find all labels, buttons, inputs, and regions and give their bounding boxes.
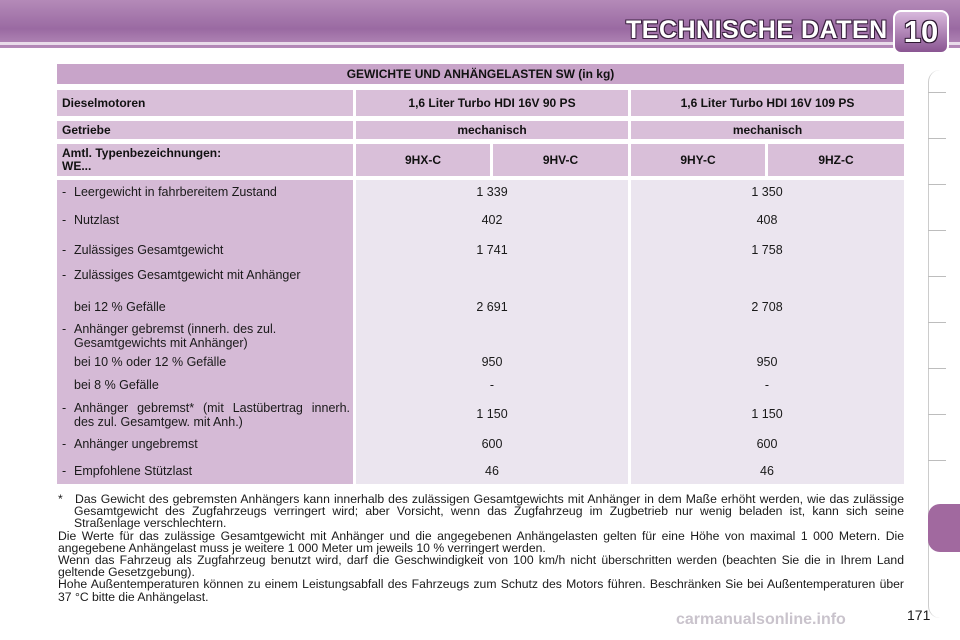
row-value: 402 xyxy=(481,213,503,227)
row-dash: - xyxy=(62,268,67,282)
row-label: Empfohlene Stützlast xyxy=(74,464,193,478)
type-9hy-c: 9HY-C xyxy=(631,144,765,176)
type-label-line2: WE... xyxy=(62,159,92,173)
sidebar-tick xyxy=(928,368,946,369)
type-label-line1: Amtl. Typenbezeichnungen: xyxy=(62,146,222,160)
row-value: 1 758 xyxy=(751,243,783,257)
row-label: bei 12 % Gefälle xyxy=(74,300,166,314)
row-label: bei 10 % oder 12 % Gefälle xyxy=(74,355,227,369)
type-9hv-c: 9HV-C xyxy=(493,144,628,176)
row-value: 408 xyxy=(756,213,778,227)
row-value: 950 xyxy=(756,355,778,369)
row-label: Zulässiges Gesamtgewicht mit Anhänger xyxy=(74,268,301,282)
row-label: Anhänger gebremst* (mit Lastübertrag innerh. des zul. Gesamtgew. mit Anh.) xyxy=(74,401,350,429)
footnote-star-text: Das Gewicht des gebremsten Anhängers kann innerhalb des zulässigen Gesamtgewichts mit Anhänger in dem Maße erhöht werden, wie das zulässige Gesamtgewicht des Zugfahrzeugs verringert wird; aber Vorsicht, wenn das Zugfahrzeug im Zugbetrieb nur wenig beladen ist, kann sich seine Straßenlage verschlechtern. xyxy=(74,492,904,531)
row-value: 1 350 xyxy=(751,185,783,199)
row-dash: - xyxy=(62,437,67,451)
row-dash: - xyxy=(62,243,67,257)
row-dash: - xyxy=(62,401,67,415)
row-value: 1 150 xyxy=(476,407,508,421)
sidebar-tick xyxy=(928,322,946,323)
row-value: 600 xyxy=(756,437,778,451)
chapter-number: 10 xyxy=(903,14,939,49)
row-value: 46 xyxy=(485,464,499,478)
engine-109ps: 1,6 Liter Turbo HDI 16V 109 PS xyxy=(631,90,904,116)
row-label: Zulässiges Gesamtgewicht xyxy=(74,243,224,257)
footnote-star-marker: * xyxy=(58,492,63,506)
engine-label: Dieselmotoren xyxy=(57,90,353,116)
footnote-altitude: Die Werte für das zulässige Gesamtgewicht mit Anhänger und die angegebenen Anhängelasten gelten für eine Höhe von maximal 1 000 Metern. Die angegebene Anhängelast muss je weitere 1 000 Meter um jeweils 10 % verringert werden. xyxy=(58,528,904,555)
sidebar-tick xyxy=(928,460,946,461)
type-9hz-c: 9HZ-C xyxy=(768,144,904,176)
page-number: 171 xyxy=(907,607,931,623)
row-label: bei 8 % Gefälle xyxy=(74,378,159,392)
row-value: 2 708 xyxy=(751,300,783,314)
type-label xyxy=(57,144,353,176)
row-value: 46 xyxy=(760,464,774,478)
footnotes xyxy=(58,493,904,603)
sidebar-tab-active[interactable] xyxy=(928,504,960,552)
sidebar-tick xyxy=(928,230,946,231)
watermark: carmanualsonline.info xyxy=(676,611,846,628)
row-label: Anhänger ungebremst xyxy=(74,437,198,451)
gearbox-109ps: mechanisch xyxy=(631,121,904,139)
row-dash: - xyxy=(62,213,67,227)
row-value: 1 339 xyxy=(476,185,508,199)
footnote-temperature: Hohe Außentemperaturen können zu einem Leistungsabfall des Fahrzeugs zum Schutz des Motors führen. Beschränken Sie bei Außentemperaturen über 37 °C bitte die Anhängelast. xyxy=(58,577,904,604)
row-value: 600 xyxy=(481,437,503,451)
row-label: Nutzlast xyxy=(74,213,120,227)
row-dash: - xyxy=(62,322,67,336)
table-caption: GEWICHTE UND ANHÄNGELASTEN SW (in kg) xyxy=(57,64,904,84)
footnote-star xyxy=(58,493,904,530)
row-value: 950 xyxy=(481,355,503,369)
sidebar-tick xyxy=(928,184,946,185)
row-label: Leergewicht in fahrbereitem Zustand xyxy=(74,185,277,199)
row-value: - xyxy=(764,378,770,392)
page-title: TECHNISCHE DATEN xyxy=(626,16,888,44)
gearbox-90ps: mechanisch xyxy=(356,121,628,139)
row-dash: - xyxy=(62,464,67,478)
row-label: Anhänger gebremst (innerh. des zul. Gesamtgewichts mit Anhänger) xyxy=(74,322,277,350)
gearbox-label: Getriebe xyxy=(57,121,353,139)
sidebar-tick xyxy=(928,276,946,277)
sidebar-tick xyxy=(928,414,946,415)
chapter-badge xyxy=(893,10,949,54)
row-value: 1 741 xyxy=(476,243,508,257)
row-dash: - xyxy=(62,185,67,199)
row-value: - xyxy=(489,378,495,392)
engine-90ps: 1,6 Liter Turbo HDI 16V 90 PS xyxy=(356,90,628,116)
type-9hx-c: 9HX-C xyxy=(356,144,490,176)
footnote-speed: Wenn das Fahrzeug als Zugfahrzeug benutzt wird, darf die Geschwindigkeit von 100 km/h nicht überschritten werden (beachten Sie die in Ihrem Land geltende Gesetzgebung). xyxy=(58,553,904,580)
sidebar-tick xyxy=(928,138,946,139)
sidebar-tick xyxy=(928,92,946,93)
row-value: 2 691 xyxy=(476,300,508,314)
row-value: 1 150 xyxy=(751,407,783,421)
